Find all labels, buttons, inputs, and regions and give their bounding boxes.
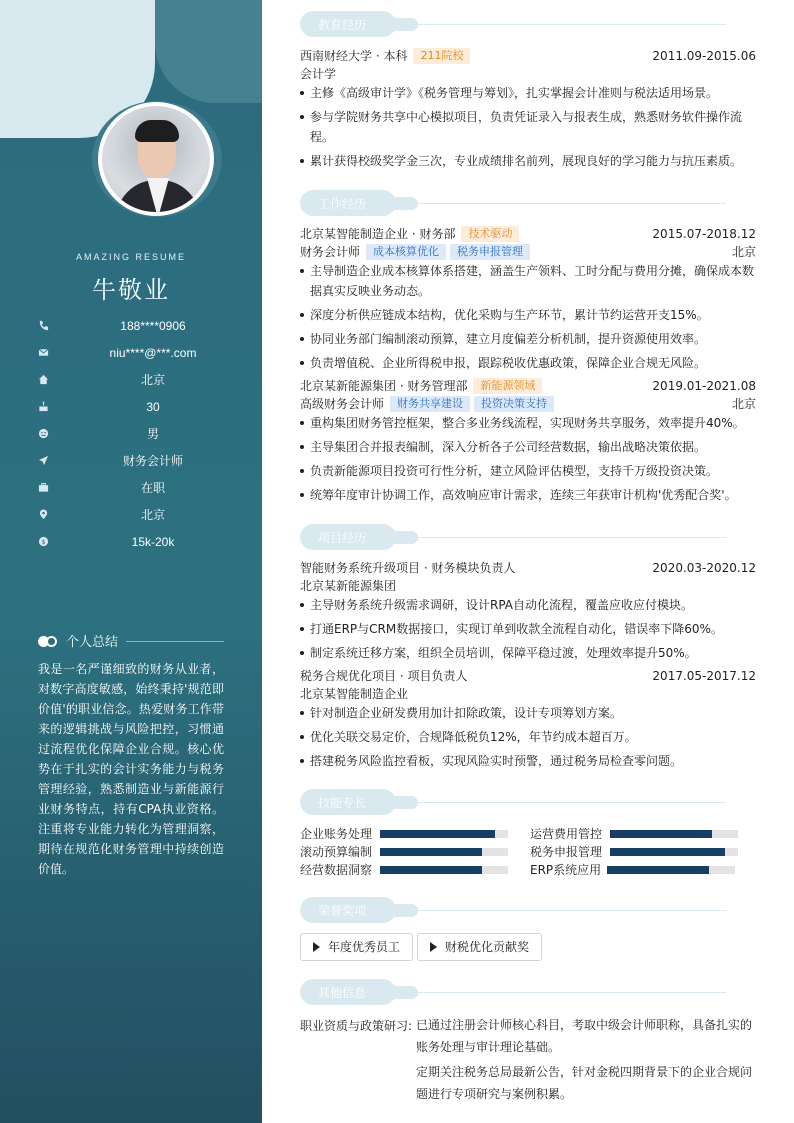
- sidebar-decoration: [155, 0, 262, 103]
- info-age: [38, 398, 238, 418]
- skill-fill: [380, 830, 495, 838]
- skill-fill: [380, 848, 482, 856]
- cake-icon: [38, 401, 50, 413]
- skill-label: 运营费用管控: [530, 827, 603, 841]
- info-value: niu****@***.com: [109, 346, 197, 360]
- job-role: 高级财务会计师: [300, 397, 385, 411]
- skill-bar: [610, 830, 738, 838]
- company-line: [300, 377, 542, 395]
- list-item: 统筹年度审计协调工作，高效响应审计需求，连续三年获审计机构'优秀配合奖'。: [300, 485, 756, 505]
- send-icon: [38, 455, 50, 467]
- phone-icon: [38, 320, 50, 332]
- list-item: 协同业务部门编制滚动预算，建立月度偏差分析机制，提升资源使用效率。: [300, 329, 756, 349]
- summary-heading: [38, 631, 224, 651]
- other-label: 职业资质与政策研习:: [300, 1019, 413, 1033]
- role-line: [300, 243, 530, 261]
- info-position: [38, 452, 238, 472]
- avatar: [98, 102, 214, 216]
- school-name: 西南财经大学 · 本科: [300, 49, 408, 63]
- list-item: 主导制造企业成本核算体系搭建，涵盖生产领料、工时分配与费用分摊，确保成本数据真实反映业务动态。: [300, 261, 756, 301]
- play-arrow-icon: [313, 942, 320, 952]
- skill-bar: [607, 866, 735, 874]
- info-target-city: [38, 506, 238, 526]
- list-item: 优化关联交易定价，合规降低税负12%，年节约成本超百万。: [300, 727, 756, 747]
- skill-tag: 投资决策支持: [474, 396, 554, 412]
- list-item: 主修《高级审计学》《税务管理与筹划》，扎实掌握会计准则与税法适用场景。: [300, 83, 756, 103]
- job-city: 北京: [731, 397, 756, 411]
- skill-row: [530, 844, 740, 860]
- project-date: 2017.05-2017.12: [652, 669, 756, 683]
- other-paragraph: 已通过注册会计师核心科目，考取中级会计师职称，具备扎实的账务处理与审计理论基础。: [416, 1018, 753, 1054]
- project-org: 北京某智能制造企业: [300, 687, 409, 701]
- list-item: 搭建税务风险监控看板，实现风险实时预警，通过税务局检查零问题。: [300, 751, 756, 771]
- skill-bar: [380, 830, 508, 838]
- home-icon: [38, 374, 50, 386]
- gender-icon: [38, 428, 50, 440]
- info-salary: [38, 533, 238, 553]
- location-pin-icon: [38, 509, 50, 521]
- job-date: 2019.01-2021.08: [652, 379, 756, 393]
- skill-fill: [610, 830, 712, 838]
- briefcase-icon: [38, 482, 50, 494]
- section-header-awards: [300, 897, 756, 925]
- info-email: [38, 344, 238, 364]
- list-item: 累计获得校级奖学金三次，专业成绩排名前列，展现良好的学习能力与抗压素质。: [300, 151, 756, 171]
- info-value: 在职: [140, 481, 165, 495]
- section-header-other: [300, 979, 756, 1007]
- company-tag: 技术驱动: [461, 226, 519, 242]
- section-title: 其他信息: [318, 986, 367, 1000]
- section-title: 工作经历: [318, 197, 367, 211]
- skill-row: [300, 826, 510, 842]
- skill-row: [530, 862, 740, 878]
- major: 会计学: [300, 67, 337, 81]
- project-name: 税务合规优化项目 · 项目负责人: [300, 669, 468, 683]
- school-line: [300, 47, 470, 65]
- skill-row: [300, 862, 510, 878]
- skill-row: [530, 826, 740, 842]
- project-name: 智能财务系统升级项目 · 财务模块负责人: [300, 561, 516, 575]
- info-status: [38, 479, 238, 499]
- info-value: 30: [146, 400, 160, 414]
- info-value: 北京: [140, 508, 165, 522]
- project-org: 北京某新能源集团: [300, 579, 397, 593]
- skill-tag: 税务申报管理: [450, 244, 530, 260]
- summary-title: 个人总结: [66, 635, 119, 650]
- job-city: 北京: [731, 245, 756, 259]
- skill-fill: [610, 848, 725, 856]
- candidate-name: 牛敬业: [92, 276, 170, 304]
- skill-tag: 成本核算优化: [366, 244, 446, 260]
- skill-label: 税务申报管理: [530, 845, 603, 859]
- dots-icon: [38, 636, 58, 647]
- list-item: 制定系统迁移方案，组织全员培训，保障平稳过渡，处理效率提升50%。: [300, 643, 756, 663]
- company-name: 北京某新能源集团 · 财务管理部: [300, 379, 468, 393]
- section-title: 荣誉奖项: [318, 904, 367, 918]
- play-arrow-icon: [430, 942, 437, 952]
- list-item: 深度分析供应链成本结构，优化采购与生产环节，累计节约运营开支15%。: [300, 305, 756, 325]
- svg-text:$: $: [41, 537, 46, 546]
- section-header-education: [300, 11, 756, 39]
- info-value: 北京: [140, 373, 165, 387]
- list-item: 主导财务系统升级需求调研，设计RPA自动化流程，覆盖应收应付模块。: [300, 595, 756, 615]
- skill-bar: [380, 866, 508, 874]
- section-header-skills: [300, 789, 756, 817]
- skill-bar: [610, 848, 738, 856]
- project-date: 2020.03-2020.12: [652, 561, 756, 575]
- info-value: 财务会计师: [122, 454, 183, 468]
- skill-row: [300, 844, 510, 860]
- mail-icon: [38, 347, 50, 359]
- skill-label: 企业账务处理: [300, 827, 373, 841]
- info-phone: [38, 317, 238, 337]
- skill-label: 经营数据洞察: [300, 863, 373, 877]
- section-title: 项目经历: [318, 531, 367, 545]
- school-tag: 211院校: [413, 48, 470, 64]
- info-gender: [38, 425, 238, 445]
- skill-fill: [380, 866, 482, 874]
- resume-subtitle: AMAZING RESUME: [75, 252, 186, 262]
- award-badge: [300, 933, 413, 961]
- list-item: 负责新能源项目投资可行性分析，建立风险评估模型，支持千万级投资决策。: [300, 461, 756, 481]
- role-line: [300, 395, 554, 413]
- list-item: 负责增值税、企业所得税申报，跟踪税收优惠政策，保障企业合规无风险。: [300, 353, 756, 373]
- sidebar: [0, 0, 262, 1123]
- list-item: 重构集团财务管控框架，整合多业务线流程，实现财务共享服务，效率提升40%。: [300, 413, 756, 433]
- skill-label: ERP系统应用: [530, 863, 602, 877]
- money-icon: [38, 536, 50, 548]
- summary-text: 我是一名严谨细致的财务从业者，对数字高度敏感，始终秉持'规范即价值'的职业信念。热爱财务工作带来的逻辑挑战与风险把控，习惯通过流程优化保障企业合规。核心优势在于扎实的会计实务能力与税务管理经验，熟悉制造业与新能源行业财务特点，持有CPA执业资格。注重将专业能力转化为管理洞察，期待在规范化财务管理中持续创造价值。: [38, 662, 224, 876]
- award-label: 财税优化贡献奖: [445, 940, 530, 954]
- info-home: [38, 371, 238, 391]
- job-role: 财务会计师: [300, 245, 361, 259]
- company-name: 北京某智能制造企业 · 财务部: [300, 227, 456, 241]
- skill-label: 滚动预算编制: [300, 845, 373, 859]
- section-header-projects: [300, 524, 756, 552]
- skill-fill: [607, 866, 709, 874]
- info-value: 男: [146, 427, 159, 441]
- skill-tag: 财务共享建设: [390, 396, 470, 412]
- section-header-work: [300, 190, 756, 218]
- list-item: 主导集团合并报表编制，深入分析各子公司经营数据，输出战略决策依据。: [300, 437, 756, 457]
- company-line: [300, 225, 519, 243]
- company-tag: 新能源领域: [473, 378, 542, 394]
- award-label: 年度优秀员工: [328, 940, 401, 954]
- award-badge: [417, 933, 542, 961]
- list-item: 参与学院财务共享中心模拟项目，负责凭证录入与报表生成，熟悉财务软件操作流程。: [300, 107, 756, 147]
- education-date: 2011.09-2015.06: [652, 49, 756, 63]
- other-paragraph: 定期关注税务总局最新公告，针对金税四期背景下的企业合规问题进行专项研究与案例积累。: [416, 1065, 753, 1101]
- skill-bar: [380, 848, 508, 856]
- section-title: 教育经历: [318, 18, 367, 32]
- section-title: 技能专长: [318, 796, 367, 810]
- job-date: 2015.07-2018.12: [652, 227, 756, 241]
- info-value: 15k-20k: [131, 535, 175, 549]
- list-item: 针对制造企业研发费用加计扣除政策，设计专项筹划方案。: [300, 703, 756, 723]
- info-value: 188****0906: [120, 319, 186, 333]
- list-item: 打通ERP与CRM数据接口，实现订单到收款全流程自动化，错误率下降60%。: [300, 619, 756, 639]
